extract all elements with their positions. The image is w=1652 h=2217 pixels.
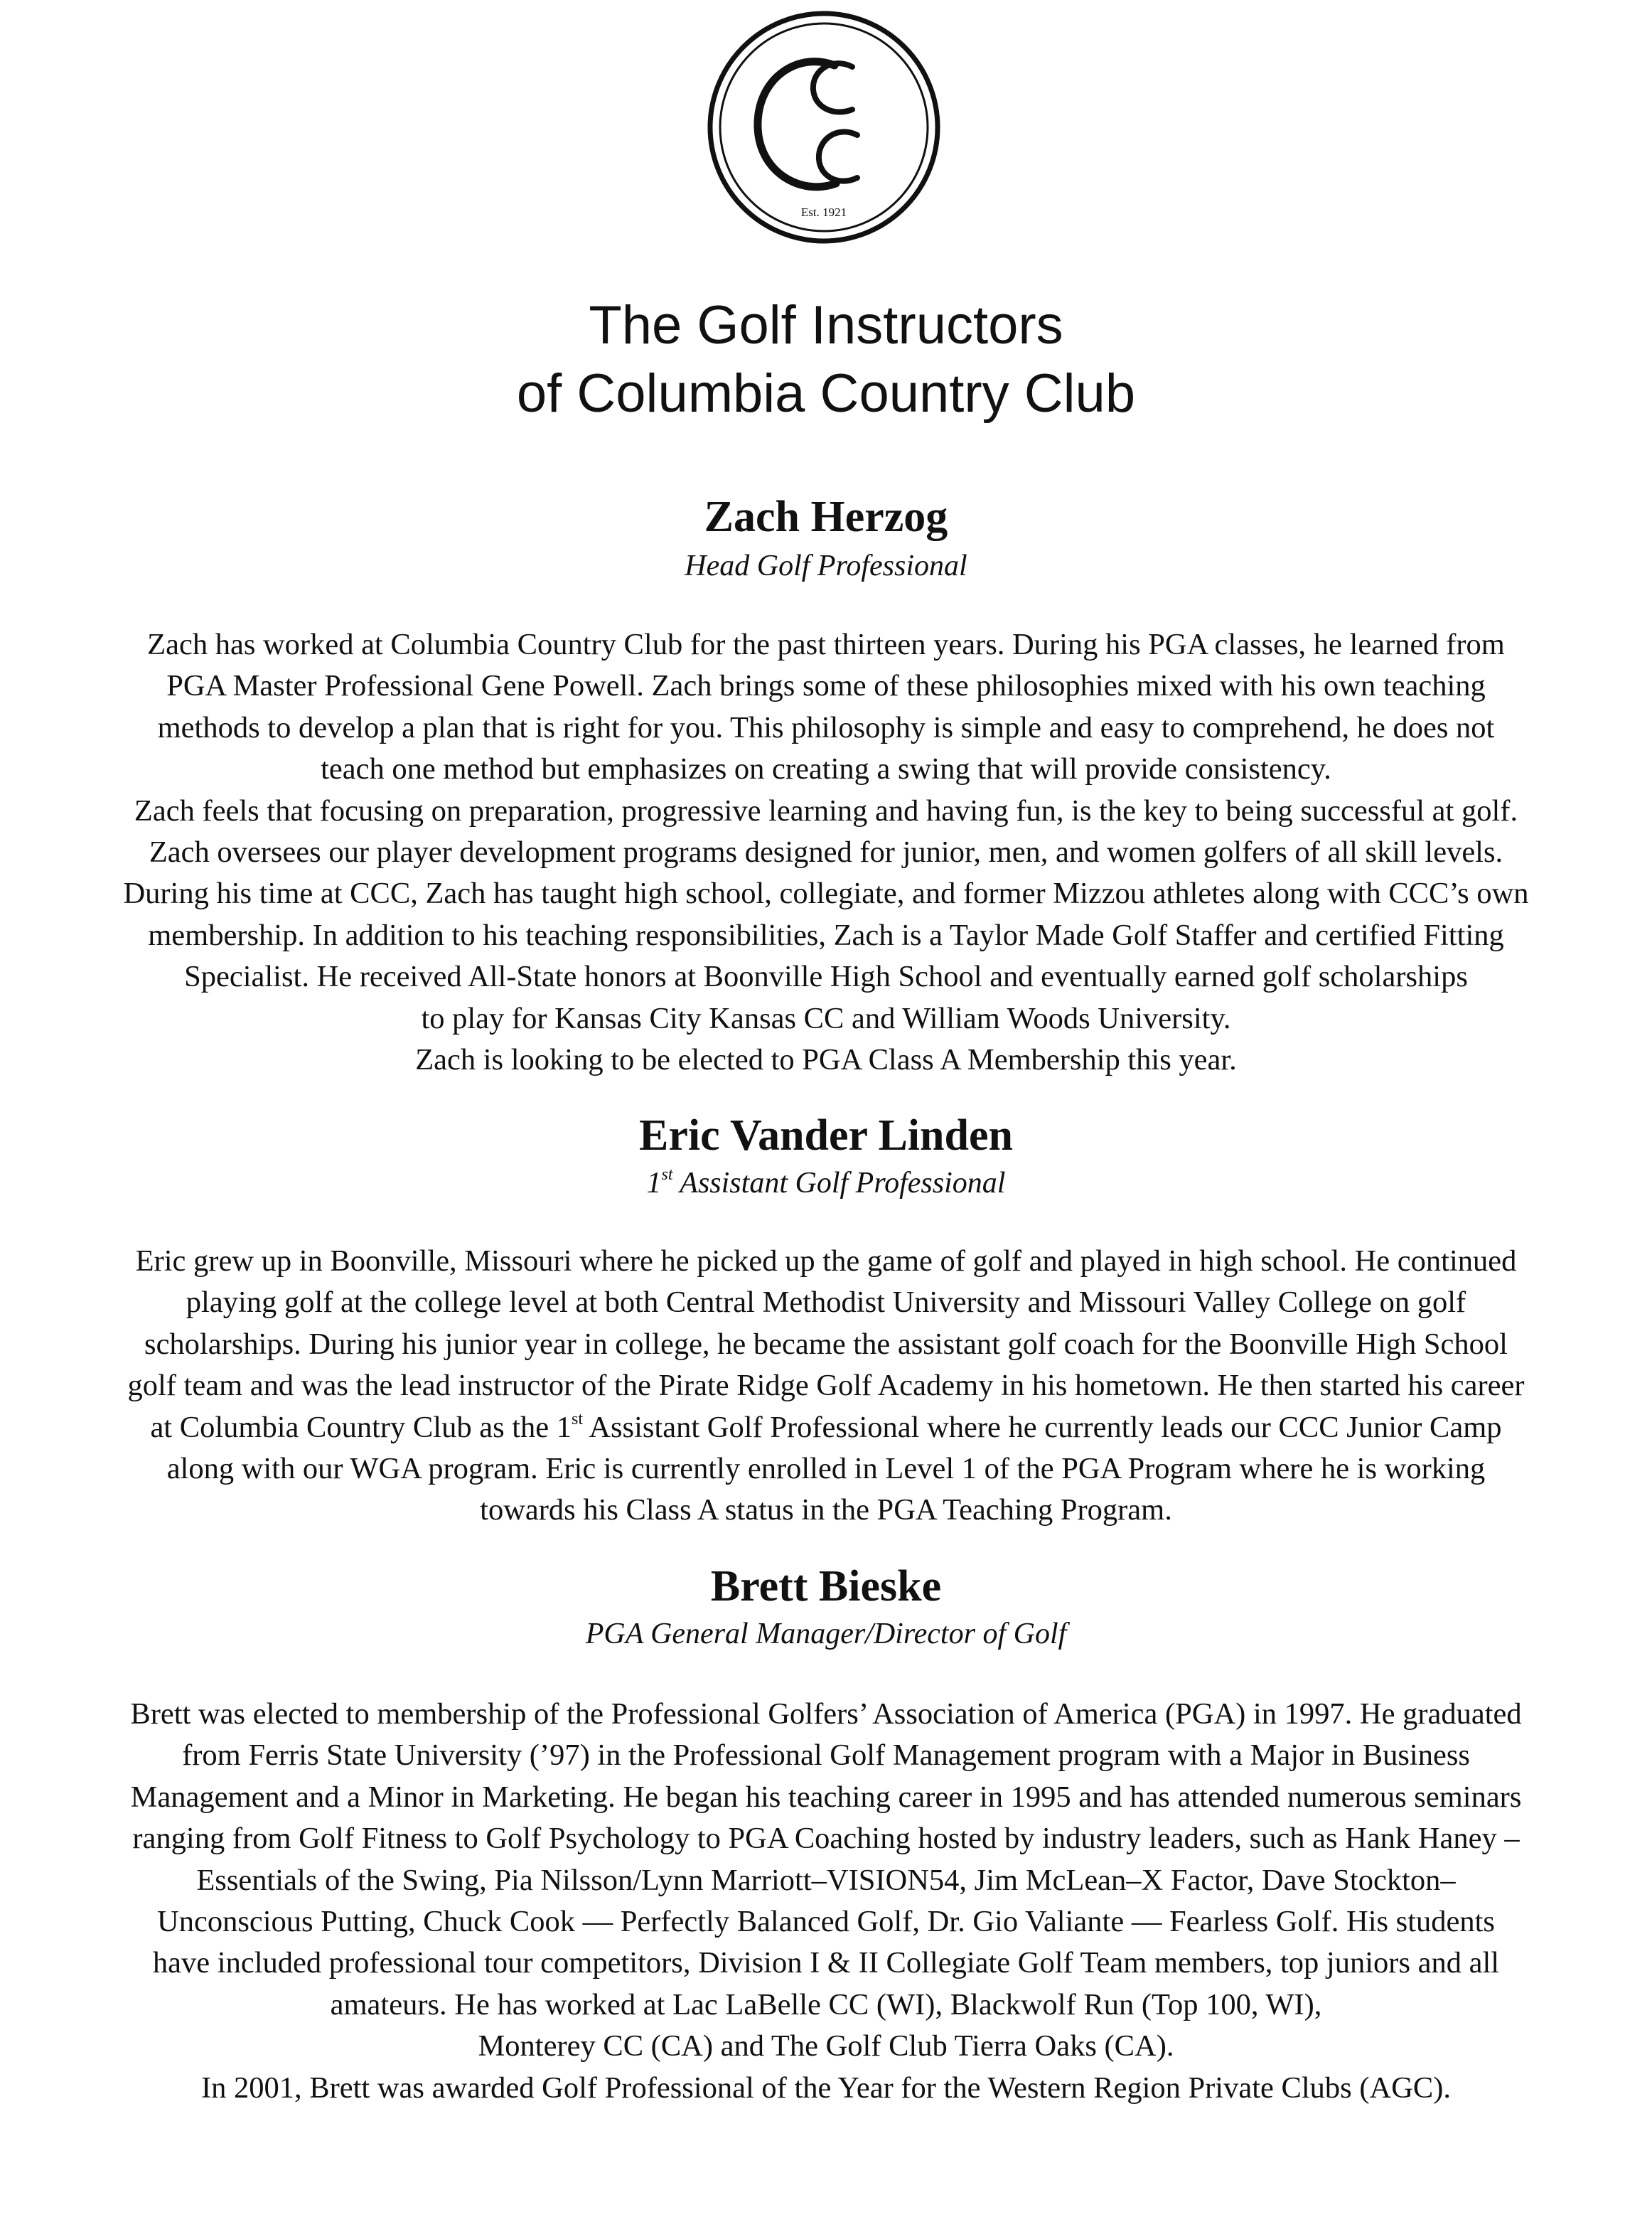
bio-line: have included professional tour competitors, Division I & II Collegiate Golf Team members, top juniors and all [152, 1946, 1500, 1980]
instructor-role [0, 1163, 1652, 1203]
role-title: Assistant Golf Professional [680, 1167, 1006, 1200]
bio-line: PGA Master Professional Gene Powell. Zach brings some of these philosophies mixed with his own teaching [166, 669, 1486, 703]
bio-line: During his time at CCC, Zach has taught high school, collegiate, and former Mizzou athletes along with CCC’s own [123, 877, 1529, 911]
instructor-role: PGA General Manager/Director of Golf [585, 1618, 1067, 1650]
bio-line-superscript: st [572, 1409, 584, 1428]
bio-line: Zach feels that focusing on preparation, progressive learning and having fun, is the key to being successful at golf. [134, 794, 1518, 828]
bio-line: from Ferris State University (’97) in the Professional Golf Management program with a Major in Business [182, 1738, 1470, 1773]
bio-line: Unconscious Putting, Chuck Cook — Perfectly Balanced Golf, Dr. Gio Valiante — Fearless Golf. His students [157, 1905, 1495, 1939]
bio-line [0, 1407, 1652, 1448]
bio-line: Zach has worked at Columbia Country Club for the past thirteen years. During his PGA classes, he learned from [147, 628, 1505, 661]
logo-established: Est. 1921 [800, 205, 847, 219]
bio-line: towards his Class A status in the PGA Teaching Program. [480, 1493, 1172, 1527]
logo-letter-c-top [813, 63, 852, 112]
instructor-name: Zach Herzog [704, 493, 948, 541]
club-logo [707, 10, 941, 245]
instructor-name: Eric Vander Linden [638, 1111, 1013, 1160]
bio-line: to play for Kansas City Kansas CC and William Woods University. [421, 1001, 1231, 1035]
bio-line: In 2001, Brett was awarded Golf Professional of the Year for the Western Region Private Clubs (AGC). [200, 2071, 1452, 2105]
bio-line: Zach is looking to be elected to PGA Class A Membership this year. [415, 1043, 1237, 1077]
bio-line: teach one method but emphasizes on creating a swing that will provide consistency. [321, 752, 1331, 786]
bio-line: Brett was elected to membership of the Professional Golfers’ Association of America (PGA) in 1997. He graduated [130, 1697, 1522, 1731]
page-title-line-2: of Columbia Country Club [516, 363, 1136, 424]
instructor-bio [0, 624, 1652, 1081]
bio-line: Eric grew up in Boonville, Missouri where he picked up the game of golf and played in high school. He continued [135, 1244, 1517, 1278]
bio-line: along with our WGA program. Eric is currently enrolled in Level 1 of the PGA Program where he is working [166, 1452, 1486, 1486]
bio-line: ranging from Golf Fitness to Golf Psychology to PGA Coaching hosted by industry leaders, such as Hank Haney – [132, 1822, 1520, 1856]
bio-line: scholarships. During his junior year in college, he became the assistant golf coach for the Boonville High School [144, 1327, 1508, 1361]
instructor-bio [0, 1241, 1652, 1532]
bio-line-part: at Columbia Country Club as the 1 [150, 1410, 572, 1444]
bio-line: Specialist. He received All-State honors at Boonville High School and eventually earned golf scholarships [184, 960, 1468, 994]
bio-line: Essentials of the Swing, Pia Nilsson/Lynn Marriott–VISION54, Jim McLean–X Factor, Dave Stockton– [196, 1863, 1456, 1897]
instructor-role: Head Golf Professional [685, 550, 967, 582]
bio-line: amateurs. He has worked at Lac LaBelle CC (WI), Blackwolf Run (Top 100, WI), [330, 1987, 1322, 2021]
bio-line: Zach oversees our player development programs designed for junior, men, and women golfers of all skill levels. [149, 835, 1503, 870]
bio-line: Management and a Minor in Marketing. He began his teaching career in 1995 and has attended numerous seminars [130, 1780, 1522, 1814]
bio-line: golf team and was the lead instructor of the Pirate Ridge Golf Academy in his hometown. He then started his career [127, 1369, 1525, 1403]
bio-line-part: Assistant Golf Professional where he currently leads our CCC Junior Camp [583, 1410, 1502, 1444]
logo-letter-c-bottom [819, 132, 857, 181]
instructor-bio [0, 1694, 1652, 2109]
role-ordinal: 1 [646, 1167, 662, 1200]
bio-line: methods to develop a plan that is right for you. This philosophy is simple and easy to comprehend, he does not [157, 710, 1495, 744]
page-title-line-1: The Golf Instructors [589, 295, 1063, 356]
bio-line: membership. In addition to his teaching responsibilities, Zach is a Taylor Made Golf Staffer and certified Fitting [148, 918, 1504, 952]
bio-line: playing golf at the college level at both Central Methodist University and Missouri Valley College on golf [186, 1286, 1466, 1320]
instructor-name: Brett Bieske [710, 1562, 942, 1610]
role-ordinal-suffix: st [661, 1165, 673, 1184]
bio-line: Monterey CC (CA) and The Golf Club Tierra Oaks (CA). [478, 2029, 1174, 2063]
